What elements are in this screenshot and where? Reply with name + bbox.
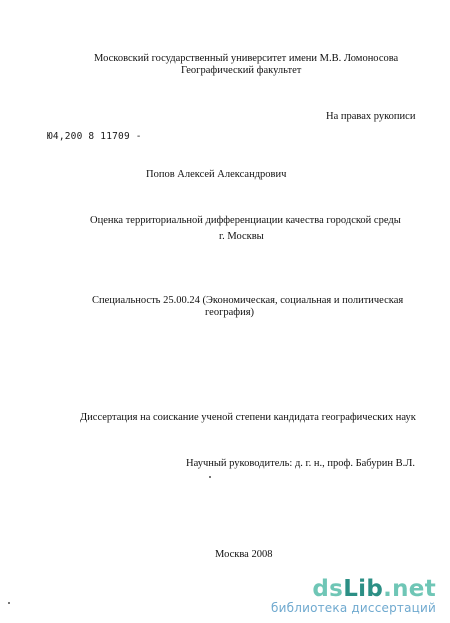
university-name: Московский государственный университет имени М.В. Ломоносова [94,53,399,64]
logo-lib: Lib [343,576,384,602]
dslib-watermark [271,577,436,615]
specialty-line1: Специальность 25.00.24 (Экономическая, социальная и политическая [92,295,404,306]
scientific-supervisor: Научный руководитель: д. г. н., проф. Бабурин В.Л. [186,458,415,469]
watermark-subtitle: библиотека диссертаций [271,601,436,615]
logo-ds: ds [312,576,344,602]
author-name: Попов Алексей Александрович [146,169,287,180]
thesis-title-line2: г. Москвы [219,231,264,242]
degree-statement: Диссертация на соискание ученой степени кандидата географических наук [80,412,416,423]
faculty-name: Географический факультет [181,65,302,76]
specialty-line2: география) [205,307,255,318]
scan-speck [8,602,10,604]
thesis-title-line1: Оценка территориальной дифференциации качества городской среды [90,215,401,226]
library-stamp: Ю4,200 8 11709 - [47,131,142,142]
dslib-logo [271,577,436,601]
scan-speck [209,476,211,478]
place-and-year: Москва 2008 [215,549,273,560]
rights-note: На правах рукописи [326,111,416,122]
logo-net: .net [383,576,436,602]
